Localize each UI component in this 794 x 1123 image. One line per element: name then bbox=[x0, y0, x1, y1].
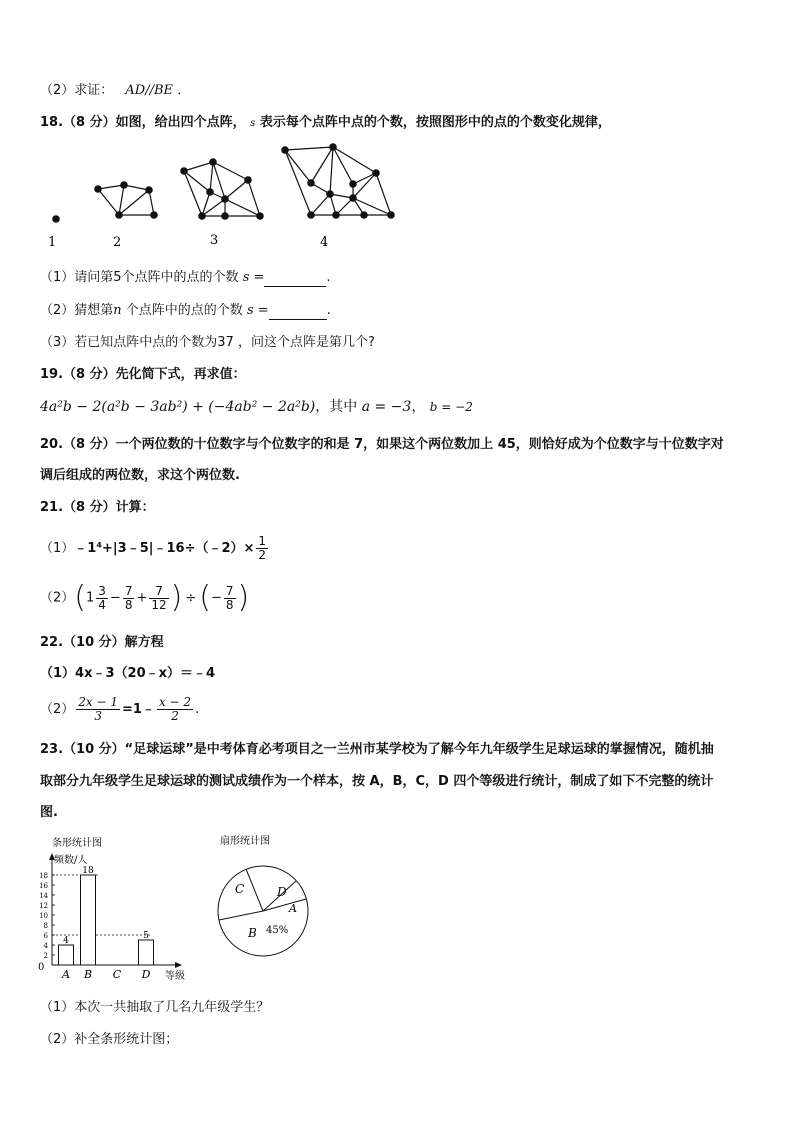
pie-divider-1 bbox=[246, 869, 263, 911]
frac-den: 8 bbox=[225, 597, 234, 612]
y-tick-label-8: 8 bbox=[43, 922, 48, 930]
bar-chart-title: 条形统计图 bbox=[52, 838, 102, 849]
pie-divider-2 bbox=[219, 911, 263, 920]
q21-part1 bbox=[40, 531, 270, 567]
mixed-number-whole: 1 bbox=[86, 590, 95, 606]
q18-part2-end: . bbox=[326, 303, 331, 318]
q19-sep: ， bbox=[411, 399, 426, 415]
x-tick-label-A: A bbox=[62, 968, 70, 981]
q17-part2 bbox=[40, 82, 190, 100]
lattice-label-4: 4 bbox=[320, 235, 329, 250]
q19-expression bbox=[40, 398, 473, 416]
q19-b-value: b = −2 bbox=[429, 400, 473, 414]
pie-label-d: D bbox=[277, 885, 287, 899]
q18-part1-blank bbox=[264, 272, 326, 287]
q18-part2-text: （2）猜想第 bbox=[40, 303, 114, 318]
q21-title: 21.（8 分）计算： bbox=[40, 500, 155, 515]
fraction-3-4 bbox=[96, 585, 108, 612]
q22-end: . bbox=[195, 702, 200, 717]
q23-line3: 图. bbox=[40, 805, 58, 820]
fraction-2x-1-over-3 bbox=[76, 696, 120, 723]
q23-line1: 23.（10 分）“足球运球”是中考体育必考项目之一兰州市某学校为了解今年九年级学生足球运球的掌握情况，随机抽 bbox=[40, 742, 714, 757]
q17-part2-math: AD//BE bbox=[125, 83, 174, 98]
dot-lattice-figure bbox=[40, 140, 420, 252]
y-tick-label-18: 18 bbox=[39, 872, 48, 880]
y-tick-label-16: 16 bbox=[39, 882, 48, 890]
frac-num: x − 2 bbox=[158, 695, 192, 709]
q18-n-symbol: n bbox=[113, 303, 122, 318]
frac-num: 3 bbox=[98, 583, 106, 598]
q19-expr: 4a²b − 2(a²b − 3ab²) + (−4ab² − 2a²b) bbox=[40, 399, 316, 415]
x-axis-arrow bbox=[175, 962, 182, 968]
q18-title-end: 表示每个点阵中点的个数，按照图形中的点的个数变化规律， bbox=[259, 115, 611, 130]
plus-sign: + bbox=[136, 590, 148, 606]
q18-part3: （3）若已知点阵中点的个数为37 ，问这个点阵是第几个? bbox=[40, 335, 375, 350]
q19-a-value: a = −3 bbox=[361, 399, 412, 415]
q17-part2-end: ． bbox=[177, 83, 191, 98]
pie-label-c: C bbox=[235, 882, 245, 896]
fraction-7-8 bbox=[123, 585, 135, 612]
q21-part2-label: （2） bbox=[40, 590, 75, 606]
q22-part2 bbox=[40, 692, 199, 728]
bar-label-A: 4 bbox=[63, 936, 69, 946]
frac-den: 4 bbox=[98, 597, 106, 612]
q20-line1: 20.（8 分）一个两位数的十位数字与个位数字的和是 7，如果这个两位数加上 45，则恰好成为个位数字与十位数字对 bbox=[40, 437, 724, 452]
y-tick-label-6: 6 bbox=[43, 932, 48, 940]
minus-sign: − bbox=[109, 590, 121, 606]
frac-num: 2x − 1 bbox=[78, 695, 119, 709]
x-tick-label-D: D bbox=[141, 968, 151, 981]
q23-part2: （2）补全条形统计图； bbox=[40, 1032, 179, 1047]
frac-den: 12 bbox=[151, 597, 167, 612]
q18-part1-end: . bbox=[326, 270, 331, 285]
pie-chart bbox=[212, 830, 322, 980]
frac-num: 1 bbox=[258, 534, 267, 548]
y-tick-label-10: 10 bbox=[39, 912, 48, 920]
bar-chart bbox=[30, 833, 220, 983]
bar-A bbox=[59, 945, 74, 965]
bar-B bbox=[81, 875, 96, 965]
fraction-7-12 bbox=[149, 585, 168, 612]
pie-label-a: A bbox=[289, 902, 297, 915]
q18-part2-mid: 个点阵中的点的个数 bbox=[121, 303, 243, 318]
y-tick-label-2: 2 bbox=[43, 952, 48, 960]
y-tick-label-12: 12 bbox=[39, 902, 48, 910]
fraction-7-8-b bbox=[224, 585, 236, 612]
y-tick-label-4: 4 bbox=[43, 942, 48, 950]
bar-chart-ylabel: 频数/人 bbox=[54, 855, 88, 866]
lattice-label-3: 3 bbox=[210, 233, 219, 248]
fraction-x-2-over-2 bbox=[157, 696, 193, 723]
pie-chart-title: 扇形统计图 bbox=[220, 836, 270, 847]
q23-part1: （1）本次一共抽取了几名九年级学生？ bbox=[40, 1000, 270, 1015]
left-paren: ( bbox=[74, 580, 86, 615]
pie-slice-percent-b: 45% bbox=[266, 925, 289, 936]
q20-line2: 调后组成的两位数，求这个两位数. bbox=[40, 468, 240, 483]
divide-sign: ÷ bbox=[185, 590, 197, 606]
frac-num: 7 bbox=[124, 583, 133, 598]
frac-num: 7 bbox=[149, 585, 168, 599]
q19-cond: ，其中 bbox=[315, 399, 358, 415]
q18-s-symbol: s bbox=[250, 118, 256, 129]
x-tick-label-B: B bbox=[83, 968, 93, 981]
y-tick-label-14: 14 bbox=[39, 892, 48, 900]
bar-label-D: 5 bbox=[143, 931, 149, 941]
lattice-label-2: 2 bbox=[113, 235, 122, 250]
bar-label-B: 18 bbox=[82, 866, 94, 876]
q18-part2-blank bbox=[269, 305, 327, 320]
bar-chart-xlabel: 等级 bbox=[165, 971, 185, 982]
frac-num: 7 bbox=[225, 583, 234, 598]
frac-den: 2 bbox=[258, 548, 267, 562]
q17-part2-text: （2）求证： bbox=[40, 83, 114, 98]
q23-line2: 取部分九年级学生足球运球的测试成绩作为一个样本，按 A，B，C，D 四个等级进行统计，制成了如下不完整的统计 bbox=[40, 774, 714, 789]
q18-part1 bbox=[40, 269, 331, 287]
q21-part1-label: （1） bbox=[40, 541, 75, 556]
q22-title: 22.（10 分）解方程 bbox=[40, 635, 164, 650]
lattice-label-1: 1 bbox=[48, 235, 57, 250]
q21-part2 bbox=[40, 576, 249, 621]
q18-part2-eq: s = bbox=[246, 303, 269, 318]
right-paren: ) bbox=[170, 580, 183, 615]
q22-mid: =1﹣ bbox=[122, 702, 155, 717]
bar-D bbox=[139, 940, 154, 965]
q22-part2-label: （2） bbox=[40, 702, 75, 717]
q21-part1-expr: ﹣1⁴+|3﹣5|﹣16÷（﹣2）× bbox=[74, 541, 255, 556]
q18-part1-text: （1）请问第5个点阵中的点的个数 bbox=[40, 270, 239, 285]
x-tick-label-C: C bbox=[112, 968, 122, 981]
frac-den: 2 bbox=[171, 709, 179, 723]
pie-label-b: B bbox=[248, 926, 257, 940]
q18-part1-eq: s = bbox=[242, 270, 265, 285]
y-tick-label-0: 0 bbox=[38, 962, 45, 973]
frac-den: 8 bbox=[124, 597, 133, 612]
q18-part2 bbox=[40, 302, 331, 320]
frac-den: 3 bbox=[94, 709, 102, 723]
right-paren-2: ) bbox=[237, 580, 250, 615]
q18-title-text: 18.（8 分）如图，给出四个点阵， bbox=[40, 115, 246, 130]
q19-title: 19.（8 分）先化简下式，再求值： bbox=[40, 367, 246, 382]
fraction-one-half bbox=[256, 535, 268, 562]
q22-part1: （1）4x﹣3（20﹣x）＝﹣4 bbox=[40, 666, 216, 681]
q18-title bbox=[40, 114, 611, 133]
left-paren-2: ( bbox=[199, 580, 211, 615]
negative-sign: − bbox=[211, 590, 222, 606]
